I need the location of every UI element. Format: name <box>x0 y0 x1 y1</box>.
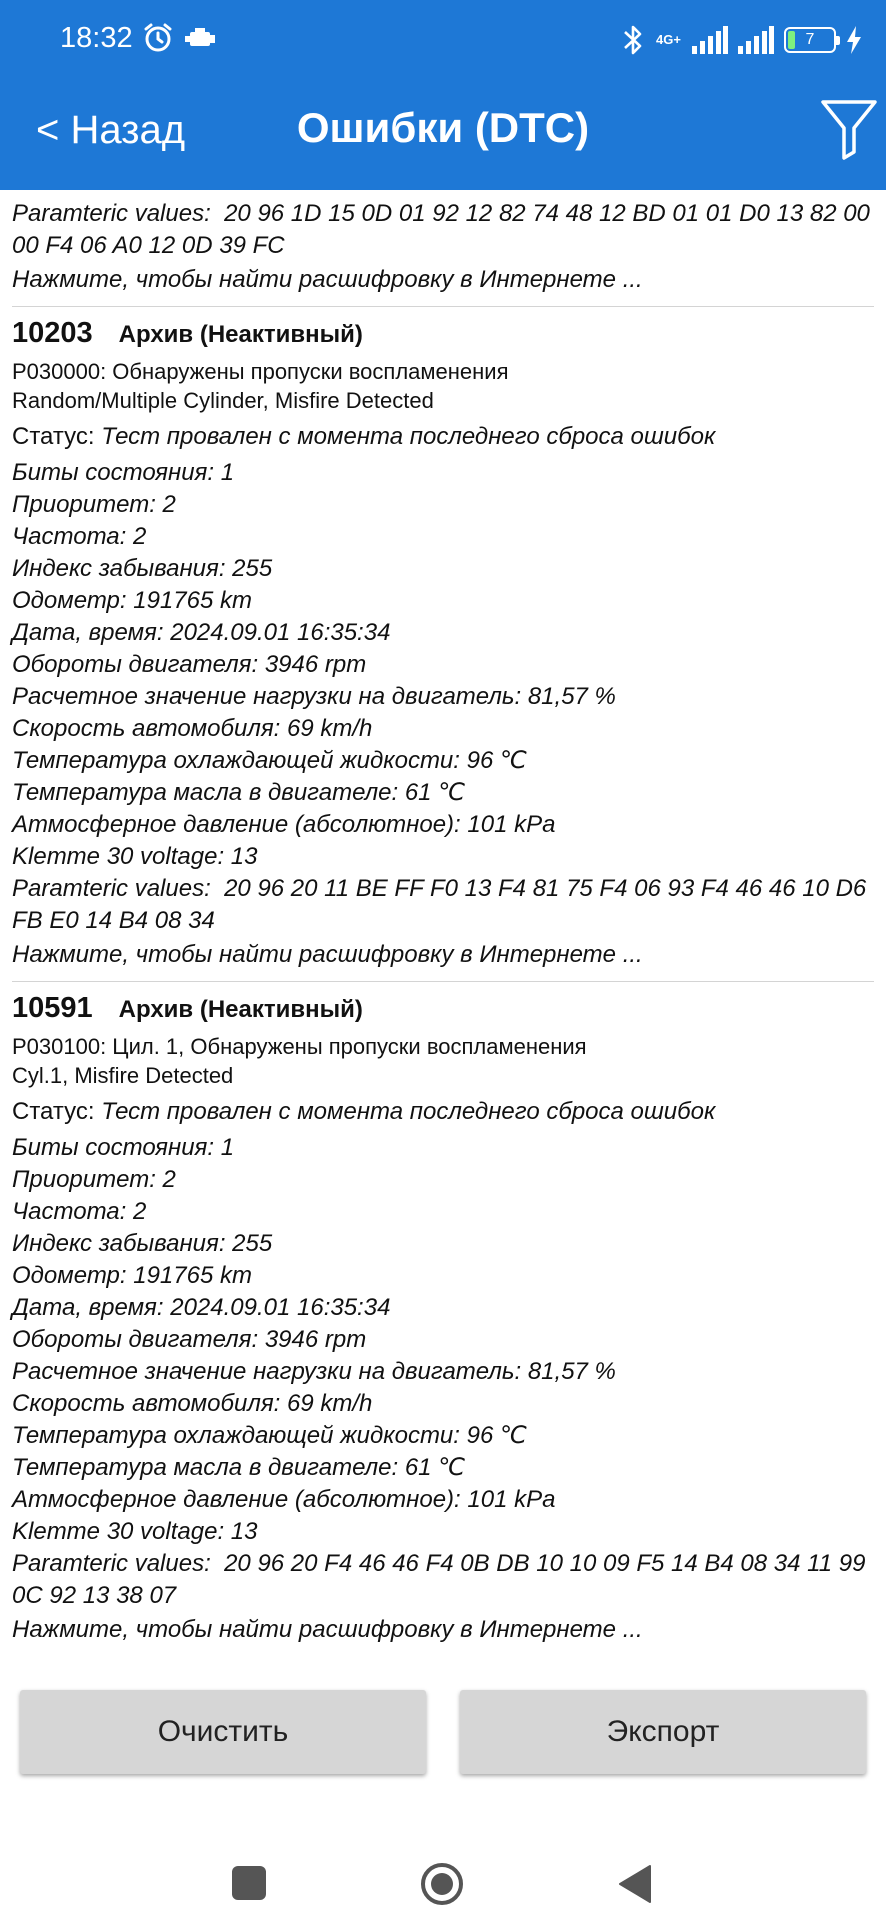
dtc-state: Архив (Неактивный) <box>118 321 363 348</box>
dtc-status-value: Тест провален с момента последнего сброса ошибок <box>101 1098 716 1125</box>
export-button[interactable]: Экспорт <box>460 1690 866 1774</box>
home-icon[interactable] <box>420 1862 464 1906</box>
dtc-status <box>12 1094 874 1130</box>
priority: Приоритет: 2 <box>12 491 176 518</box>
dtc-description-ru: P030000: Обнаружены пропуски воспламенения <box>12 359 509 384</box>
param-values: Paramteric values: 20 96 1D 15 0D 01 92 12 82 74 48 12 BD 01 01 D0 13 82 00 00 F4 06 A0 12 0D 39 FC <box>12 200 877 259</box>
bluetooth-icon <box>620 23 646 57</box>
car-icon <box>184 28 216 50</box>
atmospheric-pressure: Атмосферное давление (абсолютное): 101 kPa <box>12 1486 556 1513</box>
top-bar <box>0 0 886 190</box>
odometer: Одометр: 191765 km <box>12 587 252 614</box>
frequency: Частота: 2 <box>12 523 147 550</box>
network-type: 4G+ <box>656 32 681 47</box>
dtc-description <box>12 357 874 415</box>
dtc-entry-fragment <box>12 190 877 307</box>
clear-button[interactable]: Очистить <box>20 1690 426 1774</box>
search-online-link[interactable]: Нажмите, чтобы найти расшифровку в Интернете ... <box>12 266 643 293</box>
oil-temp: Температура масла в двигателе: 61 ℃ <box>12 1454 466 1481</box>
back-button[interactable]: < Назад <box>36 108 186 152</box>
dtc-number: 10203 <box>12 317 93 349</box>
dtc-status-value: Тест провален с момента последнего сброса ошибок <box>101 423 716 450</box>
coolant-temp: Температура охлаждающей жидкости: 96 ℃ <box>12 747 527 774</box>
status-bits: Биты состояния: 1 <box>12 459 235 486</box>
param-values: Paramteric values: 20 96 20 11 BE FF F0 13 F4 81 75 F4 06 93 F4 46 46 10 D6 FB E0 14 B4 08 34 <box>12 875 873 934</box>
dtc-description-en: Cyl.1, Misfire Detected <box>12 1063 234 1088</box>
status-time: 18:32 <box>60 22 133 54</box>
dtc-description <box>12 1032 874 1090</box>
dtc-entry-header <box>12 313 874 353</box>
dtc-state: Архив (Неактивный) <box>118 996 363 1023</box>
atmospheric-pressure: Атмосферное давление (абсолютное): 101 kPa <box>12 811 556 838</box>
page-title: Ошибки (DTC) <box>296 104 590 151</box>
priority: Приоритет: 2 <box>12 1166 176 1193</box>
signal-icon-2 <box>738 26 774 54</box>
action-buttons <box>0 1690 886 1774</box>
dtc-number: 10591 <box>12 992 93 1024</box>
coolant-temp: Температура охлаждающей жидкости: 96 ℃ <box>12 1422 527 1449</box>
dtc-entry <box>12 988 874 1642</box>
recent-apps-icon[interactable] <box>232 1866 266 1900</box>
klemme-voltage: Klemme 30 voltage: 13 <box>12 1518 258 1545</box>
frequency: Частота: 2 <box>12 1198 147 1225</box>
vehicle-speed: Скорость автомобиля: 69 km/h <box>12 1390 373 1417</box>
alarm-icon <box>142 22 174 54</box>
engine-load: Расчетное значение нагрузки на двигатель: 81,57 % <box>12 683 616 710</box>
status-bar <box>0 0 886 82</box>
forget-index: Индекс забывания: 255 <box>12 555 273 582</box>
battery-icon <box>784 27 836 53</box>
filter-icon[interactable] <box>820 98 878 160</box>
engine-load: Расчетное значение нагрузки на двигатель: 81,57 % <box>12 1358 616 1385</box>
forget-index: Индекс забывания: 255 <box>12 1230 273 1257</box>
dtc-entry-header <box>12 988 874 1028</box>
engine-rpm: Обороты двигателя: 3946 rpm <box>12 1326 367 1353</box>
back-icon[interactable] <box>618 1864 652 1904</box>
dtc-status <box>12 419 874 455</box>
battery-level: 7 <box>805 31 815 48</box>
charging-icon <box>846 26 862 54</box>
dtc-description-ru: P030100: Цил. 1, Обнаружены пропуски воспламенения <box>12 1034 587 1059</box>
search-online-link[interactable]: Нажмите, чтобы найти расшифровку в Интернете ... <box>12 1616 643 1642</box>
param-values: Paramteric values: 20 96 20 F4 46 46 F4 0B DB 10 10 09 F5 14 B4 08 34 11 99 0C 92 13 38 07 <box>12 1550 873 1609</box>
engine-rpm: Обороты двигателя: 3946 rpm <box>12 651 367 678</box>
dtc-list[interactable] <box>0 190 886 1642</box>
app-bar <box>0 82 886 190</box>
signal-icon <box>692 26 728 54</box>
dtc-entry <box>12 313 874 982</box>
date-time: Дата, время: 2024.09.01 16:35:34 <box>12 619 391 646</box>
dtc-status-label: Статус: <box>12 423 102 450</box>
dtc-description-en: Random/Multiple Cylinder, Misfire Detected <box>12 388 434 413</box>
oil-temp: Температура масла в двигателе: 61 ℃ <box>12 779 466 806</box>
vehicle-speed: Скорость автомобиля: 69 km/h <box>12 715 373 742</box>
system-nav-bar <box>0 1820 886 1920</box>
search-online-link[interactable]: Нажмите, чтобы найти расшифровку в Интернете ... <box>12 941 643 968</box>
klemme-voltage: Klemme 30 voltage: 13 <box>12 843 258 870</box>
status-icons <box>620 20 862 60</box>
date-time: Дата, время: 2024.09.01 16:35:34 <box>12 1294 391 1321</box>
status-bits: Биты состояния: 1 <box>12 1134 235 1161</box>
dtc-status-label: Статус: <box>12 1098 102 1125</box>
odometer: Одометр: 191765 km <box>12 1262 252 1289</box>
